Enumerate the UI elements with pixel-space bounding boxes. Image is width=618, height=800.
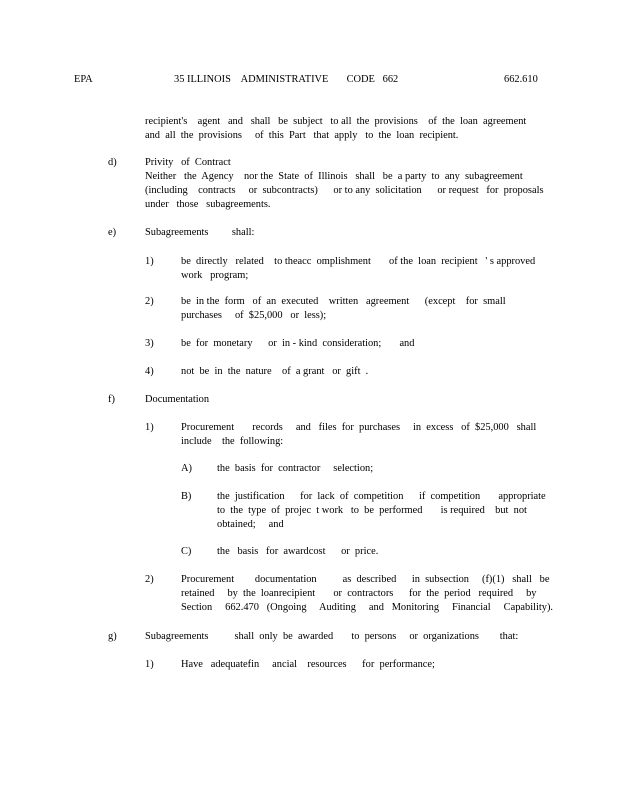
section-e-label: e): [108, 227, 117, 238]
section-e-item-1: [181, 255, 536, 283]
section-g-title: Subagreements shall only be awarded to persons or organizations that:: [145, 631, 519, 642]
header-title: 35 ILLINOIS ADMINISTRATIVE CODE 662: [174, 74, 399, 85]
item-line: be in the form of an executed written agreement (except for small: [181, 296, 506, 307]
header-agency: EPA: [74, 74, 93, 85]
section-d-title: Privity of Contract: [145, 157, 231, 168]
section-e-item-4: not be in the nature of a grant or gift .: [181, 366, 369, 377]
section-e-title: Subagreements shall:: [145, 227, 255, 238]
section-e-item-label: 1): [145, 256, 154, 267]
section-e-item-label: 3): [145, 338, 154, 349]
section-g-item-label: 1): [145, 659, 154, 670]
item-line: retained by the loanrecipient or contractors for the period required by: [181, 588, 537, 599]
item-line: Procurement documentation as described in subsection (f)(1) shall be: [181, 574, 550, 585]
item-line: be directly related to theacc omplishment of the loan recipient ' s approved: [181, 256, 536, 267]
section-f-subitem-b: [217, 490, 546, 532]
section-f-title: Documentation: [145, 394, 210, 405]
item-line: Procurement records and files for purchases in excess of $25,000 shall: [181, 422, 537, 433]
item-line: purchases of $25,000 or less);: [181, 310, 327, 321]
section-f-item-label: 2): [145, 574, 154, 585]
section-d-line: (including contracts or subcontracts) or to any solicitation or request for proposals: [145, 185, 544, 196]
item-line: work program;: [181, 270, 249, 281]
section-e-item-label: 4): [145, 366, 154, 377]
section-d-line: Neither the Agency nor the State of Illinois shall be a party to any subagreement: [145, 171, 523, 182]
section-g-item-1: Have adequatefin ancial resources for performance;: [181, 659, 435, 670]
section-d-label: d): [108, 157, 117, 168]
section-f-subitem-a: the basis for contractor selection;: [217, 463, 374, 474]
section-e-item-3: be for monetary or in - kind consideration; and: [181, 338, 415, 349]
section-f-label: f): [108, 394, 115, 405]
section-d-body: [145, 156, 544, 212]
section-f-item-1: [181, 421, 537, 449]
section-f-subitem-label: A): [181, 463, 192, 474]
section-g-label: g): [108, 631, 117, 642]
section-f-subitem-c: the basis for awardcost or price.: [217, 546, 379, 557]
item-line: to the type of projec t work to be performed is required but not: [217, 505, 527, 516]
section-d-line: under those subagreements.: [145, 199, 271, 210]
intro-line: recipient's agent and shall be subject to all the provisions of the loan agreement: [145, 116, 527, 127]
item-line: obtained; and: [217, 519, 284, 530]
section-f-item-label: 1): [145, 422, 154, 433]
section-f-subitem-label: C): [181, 546, 192, 557]
section-f-item-2: [181, 573, 554, 615]
section-e-item-label: 2): [145, 296, 154, 307]
intro-paragraph: [145, 115, 527, 143]
item-line: Section 662.470 (Ongoing Auditing and Monitoring Financial Capability).: [181, 602, 554, 613]
intro-line: and all the provisions of this Part that apply to the loan recipient.: [145, 130, 459, 141]
section-f-subitem-label: B): [181, 491, 192, 502]
item-line: the justification for lack of competition if competition appropriate: [217, 491, 546, 502]
item-line: include the following:: [181, 436, 284, 447]
section-e-item-2: [181, 295, 531, 323]
header-section-number: 662.610: [504, 74, 538, 85]
